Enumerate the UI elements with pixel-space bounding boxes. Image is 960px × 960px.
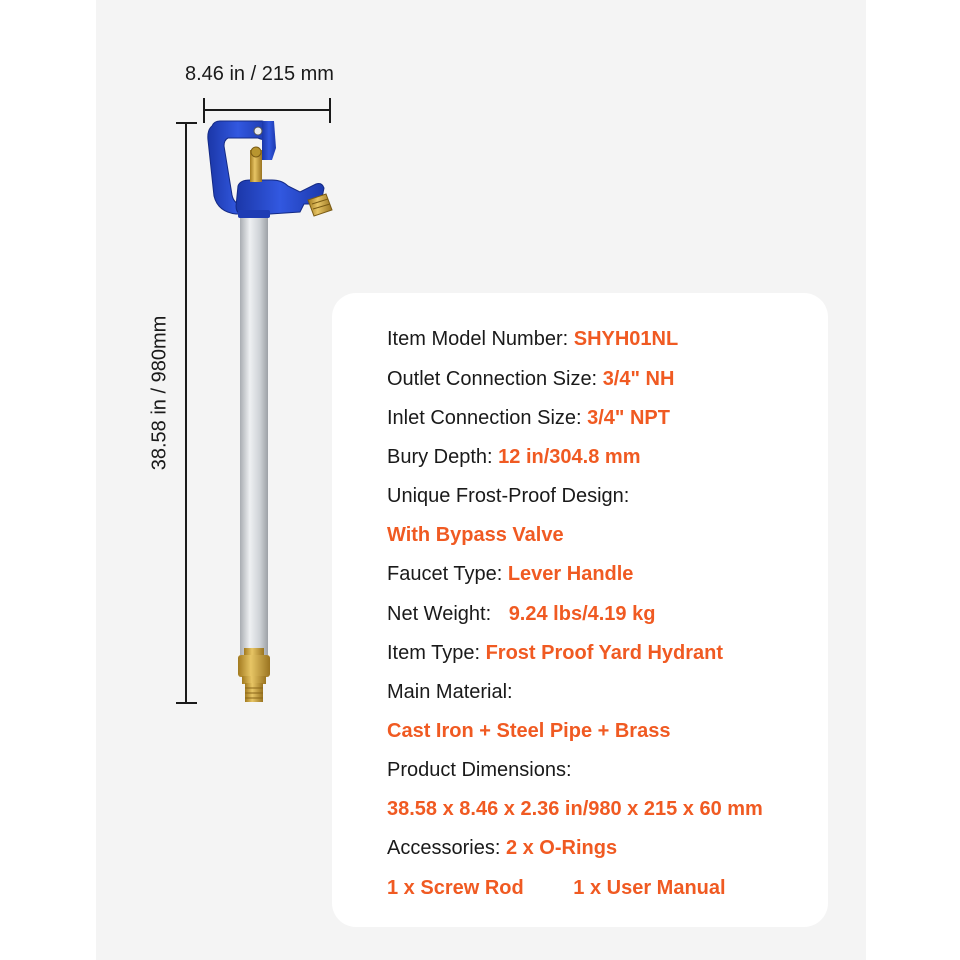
spec-accessories-screw-rod: 1 x Screw Rod — [387, 877, 524, 899]
spec-accessories — [387, 836, 617, 860]
spec-model-value: SHYH01NL — [573, 328, 679, 350]
spec-bury — [387, 445, 640, 469]
spec-product-dims-label: Product Dimensions: — [387, 759, 572, 781]
spec-material-value: Cast Iron + Steel Pipe + Brass — [387, 720, 671, 742]
brass-inlet — [238, 648, 270, 702]
spec-faucet-value: Lever Handle — [507, 563, 634, 585]
spec-accessories-value: 2 x O-Rings — [505, 837, 618, 859]
spec-accessories-extra-line — [387, 876, 726, 900]
spec-material-value-line — [387, 719, 670, 743]
spec-type-label: Item Type: — [387, 642, 481, 664]
spec-weight-value: 9.24 lbs/4.19 kg — [508, 603, 656, 625]
spec-outlet — [387, 367, 674, 391]
spec-faucet-label: Faucet Type: — [387, 563, 503, 585]
spec-accessories-user-manual: 1 x User Manual — [573, 877, 726, 899]
spec-weight-label: Net Weight: — [387, 603, 492, 625]
spec-design — [387, 484, 629, 508]
steel-pipe — [240, 215, 268, 655]
spec-material-label: Main Material: — [387, 681, 513, 703]
spec-faucet — [387, 562, 633, 586]
spec-type-value: Frost Proof Yard Hydrant — [485, 642, 724, 664]
spec-outlet-value: 3/4" NH — [602, 368, 675, 390]
spec-outlet-label: Outlet Connection Size: — [387, 368, 598, 390]
spec-product-dims — [387, 758, 572, 782]
height-dimension-label: 38.58 in / 980mm — [148, 315, 171, 471]
spec-design-label: Unique Frost-Proof Design: — [387, 485, 630, 507]
spec-inlet — [387, 406, 670, 430]
width-dimension-label: 8.46 in / 215 mm — [185, 63, 334, 85]
hydrant-illustration — [96, 0, 336, 720]
spec-material — [387, 680, 513, 704]
spec-design-value-line — [387, 523, 564, 547]
spec-inlet-label: Inlet Connection Size: — [387, 407, 582, 429]
spec-accessories-label: Accessories: — [387, 837, 501, 859]
spec-bury-label: Bury Depth: — [387, 446, 493, 468]
hydrant-head — [208, 121, 332, 218]
spec-weight — [387, 602, 655, 626]
spec-product-dims-value-line — [387, 797, 763, 821]
spec-inlet-value: 3/4" NPT — [587, 407, 670, 429]
spec-model — [387, 327, 678, 351]
spec-design-value: With Bypass Valve — [387, 524, 564, 546]
spec-type — [387, 641, 723, 665]
spec-model-label: Item Model Number: — [387, 328, 569, 350]
width-dimension-line — [204, 98, 330, 123]
spec-product-dims-value: 38.58 x 8.46 x 2.36 in/980 x 215 x 60 mm — [387, 798, 763, 820]
spec-bury-value: 12 in/304.8 mm — [498, 446, 641, 468]
height-dimension-line — [176, 123, 197, 703]
